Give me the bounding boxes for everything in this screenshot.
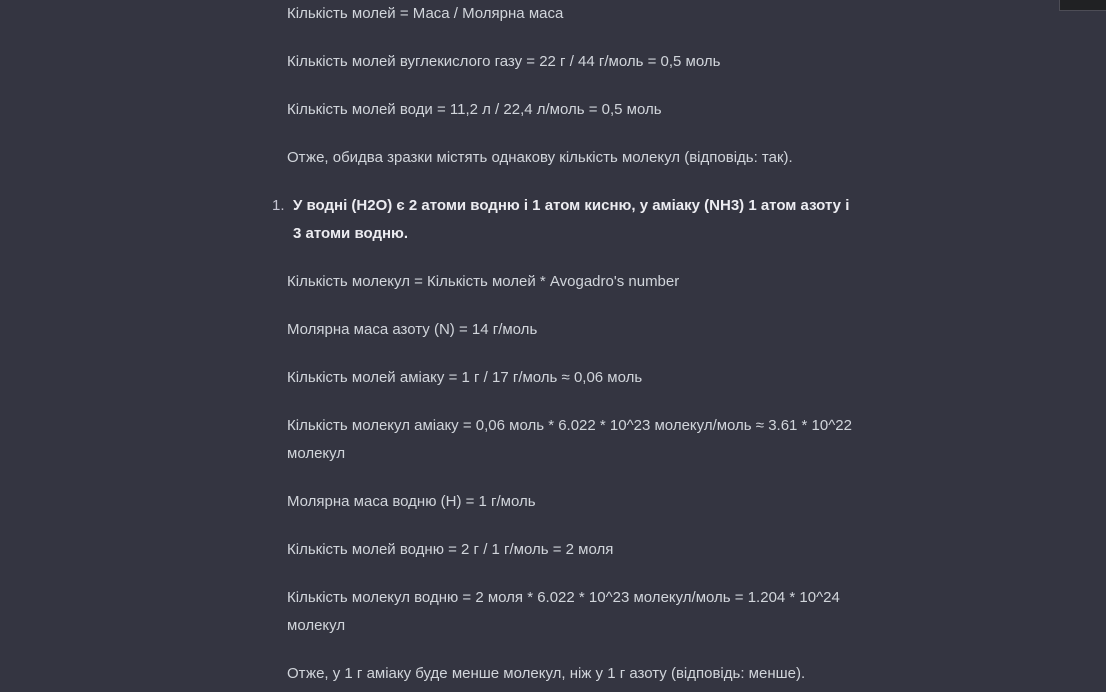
- paragraph: Кількість молей водню = 2 г / 1 г/моль = 2 моля: [287, 541, 614, 558]
- paragraph: Отже, обидва зразки містять однакову кількість молекул (відповідь: так).: [287, 149, 793, 166]
- paragraph: Кількість молей аміаку = 1 г / 17 г/моль ≈ 0,06 моль: [287, 369, 643, 386]
- paragraph: Молярна маса водню (H) = 1 г/моль: [287, 493, 536, 510]
- list-item: [272, 192, 862, 248]
- paragraph: Кількість молекул аміаку = 0,06 моль * 6.022 * 10^23 молекул/моль ≈ 3.61 * 10^22 молекул: [287, 417, 852, 462]
- paragraph: Кількість молекул = Кількість молей * Avogadro's number: [287, 273, 680, 290]
- paragraph: Молярна маса азоту (N) = 14 г/моль: [287, 321, 538, 338]
- paragraph: Отже, у 1 г аміаку буде менше молекул, ніж у 1 г азоту (відповідь: менше).: [287, 665, 806, 682]
- paragraph: Кількість молей води = 11,2 л / 22,4 л/моль = 0,5 моль: [287, 101, 662, 118]
- paragraph: Кількість молей = Маса / Молярна маса: [287, 5, 564, 22]
- list-number: 1.: [272, 197, 285, 214]
- paragraph: Кількість молей вуглекислого газу = 22 г / 44 г/моль = 0,5 моль: [287, 53, 721, 70]
- paragraph: Кількість молекул водню = 2 моля * 6.022 * 10^23 молекул/моль = 1.204 * 10^24 молекул: [287, 589, 840, 634]
- list-item-text: У водні (H2O) є 2 атоми водню і 1 атом кисню, у аміаку (NH3) 1 атом азоту і 3 атоми водню.: [293, 197, 850, 242]
- overlay-panel-corner: [1059, 0, 1106, 11]
